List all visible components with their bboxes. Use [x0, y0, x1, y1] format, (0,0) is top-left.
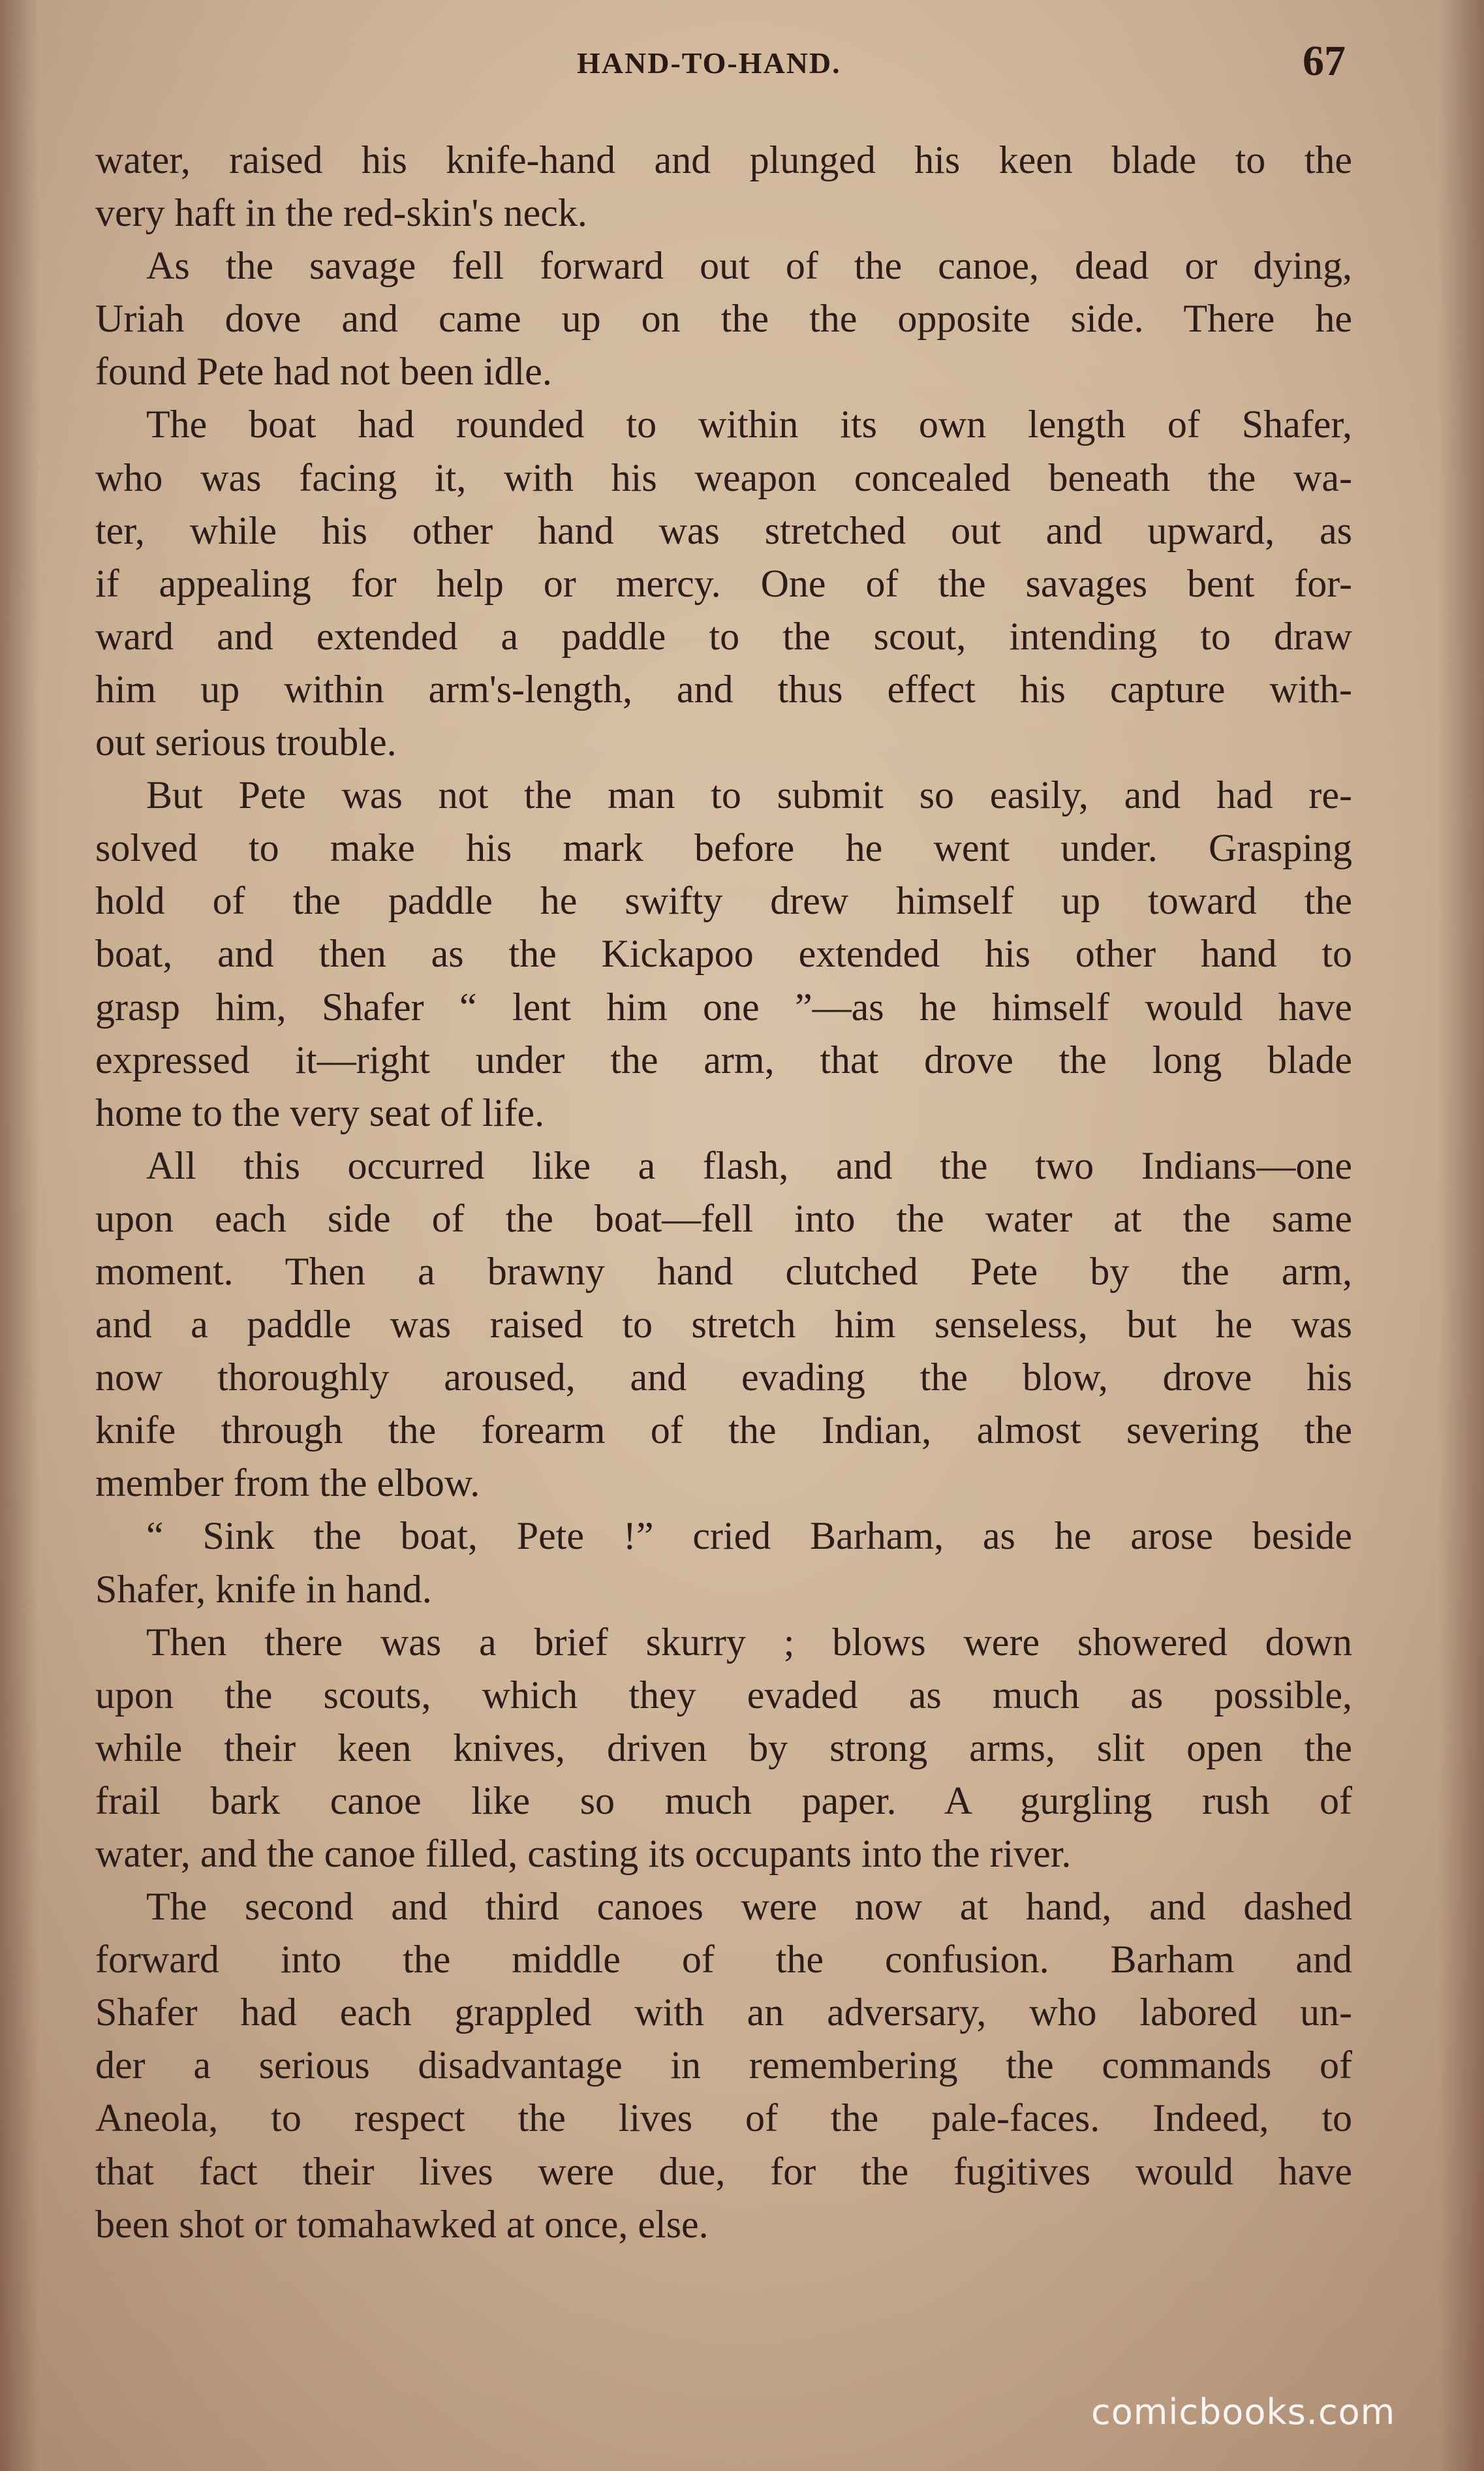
text-line: him up within arm's-length, and thus effect his capture with-: [95, 667, 1352, 711]
text-line: while their keen knives, driven by strong arms, slit open the: [95, 1726, 1352, 1769]
text-line: Then there was a brief skurry ; blows were showered down: [146, 1620, 1352, 1664]
text-line: been shot or tomahawked at once, else.: [95, 2202, 709, 2246]
page-number: 67: [1303, 37, 1346, 85]
text-line: water, and the canoe filled, casting its occupants into the river.: [95, 1832, 1072, 1875]
text-line: that fact their lives were due, for the fugitives would have: [95, 2149, 1352, 2193]
chapter-running-title: HAND-TO-HAND.: [577, 46, 841, 80]
text-line: knife through the forearm of the Indian, almost severing the: [95, 1408, 1352, 1452]
watermark: comicbooks.com: [1091, 2391, 1396, 2432]
text-line: grasp him, Shafer “ lent him one ”—as he himself would have: [95, 985, 1352, 1029]
text-line: frail bark canoe like so much paper. A gurgling rush of: [95, 1779, 1352, 1822]
text-line: Shafer had each grappled with an adversary, who labored un-: [95, 1991, 1352, 2034]
text-line: if appealing for help or mercy. One of the savages bent for-: [95, 561, 1352, 605]
text-line: The second and third canoes were now at hand, and dashed: [146, 1885, 1352, 1929]
text-line: home to the very seat of life.: [95, 1091, 545, 1134]
text-line: boat, and then as the Kickapoo extended his other hand to: [95, 932, 1352, 976]
text-line: ter, while his other hand was stretched out and upward, as: [95, 508, 1352, 552]
text-line: All this occurred like a flash, and the two Indians—one: [146, 1143, 1352, 1187]
text-line: Aneola, to respect the lives of the pale-faces. Indeed, to: [95, 2096, 1352, 2140]
body-text: [95, 134, 1352, 2251]
text-line: “ Sink the boat, Pete !” cried Barham, as he arose beside: [146, 1514, 1352, 1558]
text-line: hold of the paddle he swifty drew himself up toward the: [95, 879, 1352, 923]
running-head: [0, 31, 1484, 90]
text-line: As the savage fell forward out of the canoe, dead or dying,: [146, 244, 1352, 288]
text-line: expressed it—right under the arm, that drove the long blade: [95, 1038, 1352, 1081]
text-line: der a serious disadvantage in remembering the commands of: [95, 2044, 1352, 2087]
text-line: found Pete had not been idle.: [95, 350, 552, 394]
text-line: out serious trouble.: [95, 721, 397, 764]
text-line: forward into the middle of the confusion. Barham and: [95, 1938, 1352, 1981]
text-line: moment. Then a brawny hand clutched Pete by the arm,: [95, 1249, 1352, 1293]
text-line: water, raised his knife-hand and plunged his keen blade to the: [95, 138, 1352, 181]
text-line: But Pete was not the man to submit so easily, and had re-: [146, 773, 1352, 817]
text-line: upon each side of the boat—fell into the water at the same: [95, 1196, 1352, 1240]
text-line: very haft in the red-skin's neck.: [95, 191, 587, 235]
text-line: upon the scouts, which they evaded as much as possible,: [95, 1673, 1352, 1717]
text-line: ward and extended a paddle to the scout, intending to draw: [95, 614, 1352, 658]
page-edge-shadow-left: [0, 0, 39, 2471]
text-line: and a paddle was raised to stretch him senseless, but he was: [95, 1303, 1352, 1346]
page-edge-shadow-right: [1438, 0, 1484, 2471]
text-line: member from the elbow.: [95, 1461, 480, 1505]
text-line: The boat had rounded to within its own length of Shafer,: [146, 403, 1352, 446]
text-line: who was facing it, with his weapon concealed beneath the wa-: [95, 456, 1352, 499]
text-line: solved to make his mark before he went under. Grasping: [95, 826, 1352, 870]
text-line: Shafer, knife in hand.: [95, 1567, 432, 1611]
text-line: now thoroughly aroused, and evading the blow, drove his: [95, 1356, 1352, 1399]
text-line: Uriah dove and came up on the the opposite side. There he: [95, 297, 1352, 341]
